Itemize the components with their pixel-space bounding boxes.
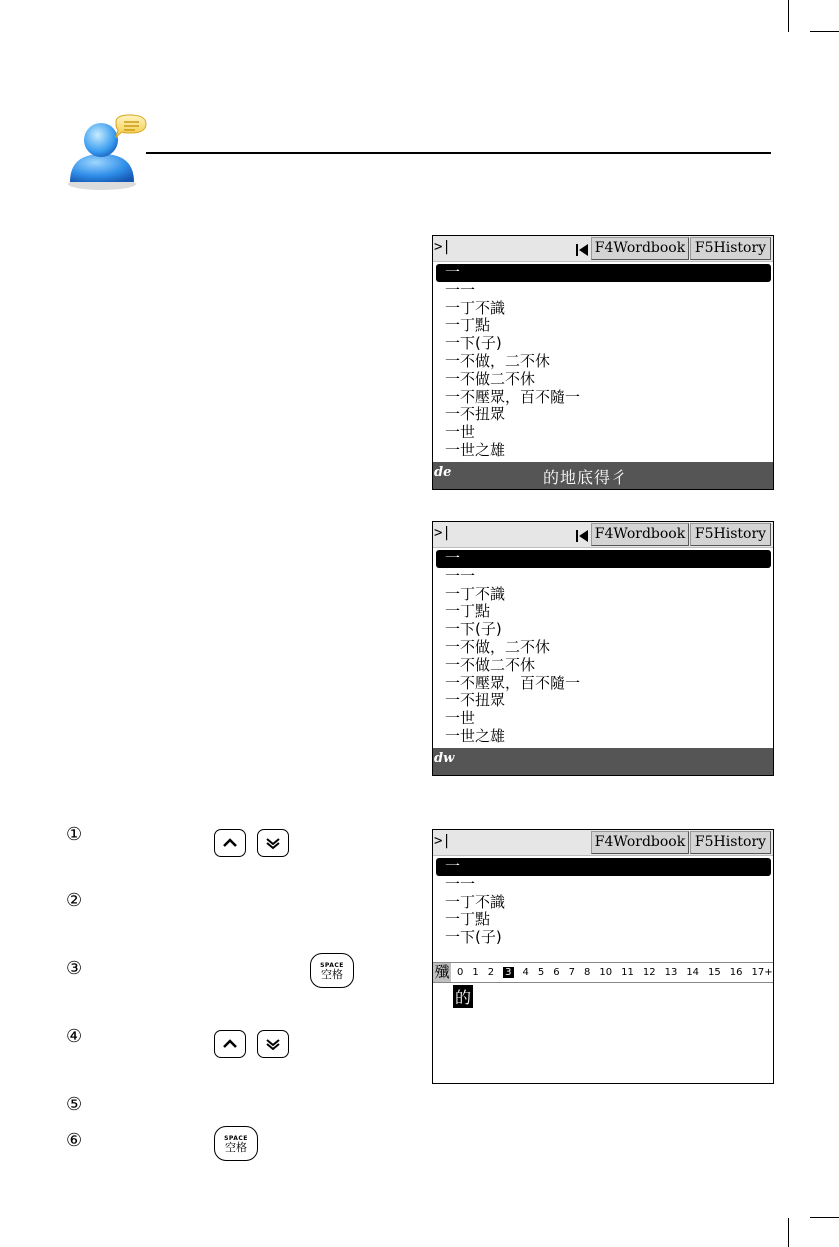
crop-mark [788,1218,789,1247]
input-text: dw [434,751,455,766]
list-item[interactable]: 一丁點 [445,316,491,335]
space-key-label-zh: 空格 [225,1141,247,1154]
list-item[interactable]: 一不扭眾 [445,691,506,710]
list-item[interactable]: 一丁不識 [445,892,506,911]
stroke-option-selected[interactable]: 3 [505,967,512,978]
stroke-option[interactable]: 0 [457,967,464,978]
list-item[interactable]: 一丁點 [445,910,491,929]
list-item-selected[interactable]: 一 [436,858,771,876]
chevron-down-icon [257,1030,289,1058]
tab-history[interactable]: F5History [690,523,771,546]
prompt-indicator: >| [434,525,451,541]
header-rule [146,152,771,154]
stroke-count-bar [433,962,773,983]
list-item[interactable]: 一下(子) [445,620,502,639]
space-key-label: SPACE [224,1135,248,1142]
list-item[interactable]: 一不做，二不休 [445,637,551,656]
device-screen-1 [432,235,774,490]
list-item[interactable]: 一丁不識 [445,584,506,603]
tab-history[interactable]: F5History [690,237,771,260]
stroke-option[interactable]: 14 [686,967,700,978]
stroke-option[interactable]: 16 [729,967,743,978]
stroke-option[interactable]: 11 [621,967,634,978]
input-bar [433,462,773,489]
input-text: de [434,465,452,480]
crop-mark [788,0,789,32]
step-marker: ② [66,890,83,911]
list-item[interactable]: 一不做二不休 [445,369,536,388]
list-item[interactable]: 一一 [445,566,476,585]
stroke-option[interactable]: 2 [487,967,495,978]
chat-user-icon [64,112,148,192]
stroke-option[interactable]: 5 [537,967,545,978]
stroke-option[interactable]: 8 [584,967,591,978]
list-item[interactable]: 一丁點 [445,602,491,621]
list-item-selected[interactable]: 一 [436,550,771,568]
list-item[interactable]: 一不壓眾，百不隨一 [445,387,581,406]
list-item[interactable]: 一世之雄 [445,440,506,459]
space-key-label: SPACE [320,962,344,969]
list-item[interactable]: 一世之雄 [445,726,506,745]
list-item[interactable]: 一丁不識 [445,298,506,317]
stroke-option[interactable]: 6 [553,967,560,978]
crop-mark [810,31,839,32]
device-screen-3 [432,829,774,1084]
entry-list [433,858,773,947]
input-bar [433,748,773,775]
list-item[interactable]: 一不壓眾，百不隨一 [445,673,581,692]
stroke-option[interactable]: 13 [664,967,678,978]
tab-wordbook[interactable]: F4Wordbook [591,237,689,260]
list-item[interactable]: 一不做，二不休 [445,351,551,370]
stroke-option[interactable]: 12 [642,967,656,978]
stroke-list [457,963,774,982]
tab-history[interactable]: F5History [690,831,771,854]
chevron-up-icon [214,1030,246,1058]
list-item[interactable]: 一不扭眾 [445,405,506,424]
list-item[interactable]: 一世 [445,709,476,728]
stroke-option[interactable]: 4 [522,967,529,978]
prompt-indicator: >| [434,833,451,849]
candidate-line[interactable]: 的地底得彳 [543,468,629,487]
chevron-up-icon [214,829,246,857]
tab-wordbook[interactable]: F4Wordbook [591,831,689,854]
step-marker: ① [66,824,83,845]
stroke-option[interactable]: 15 [708,967,721,978]
device-screen-2 [432,521,774,776]
stroke-option[interactable]: 17+ [751,967,773,978]
title-bar [433,830,773,856]
entry-list [433,550,773,746]
space-key-label-zh: 空格 [321,968,343,981]
space-key-icon [214,1126,258,1161]
step-marker: ⑥ [66,1130,83,1151]
entry-list [433,264,773,460]
step-marker: ⑤ [66,1094,83,1115]
list-item[interactable]: 一下(子) [445,928,502,947]
chevron-down-icon [257,829,289,857]
title-bar [433,522,773,548]
stroke-option[interactable]: 7 [568,967,575,978]
space-key-icon [310,953,354,988]
tab-wordbook[interactable]: F4Wordbook [591,523,689,546]
skip-to-start-icon[interactable] [575,528,589,542]
stroke-option[interactable]: 1 [472,967,479,978]
list-item[interactable]: 一下(子) [445,334,502,353]
prompt-indicator: >| [434,239,451,255]
list-item-selected[interactable]: 一 [436,264,771,282]
result-char[interactable]: 的 [453,985,473,1008]
radical-char: 殲 [434,963,450,981]
list-item[interactable]: 一一 [445,874,476,893]
title-bar [433,236,773,262]
list-item[interactable]: 一不做二不休 [445,655,536,674]
list-item[interactable]: 一一 [445,280,476,299]
step-marker: ③ [66,958,83,979]
step-marker: ④ [66,1026,83,1047]
stroke-option[interactable]: 10 [599,967,613,978]
list-item[interactable]: 一世 [445,423,476,442]
crop-mark [810,1217,839,1218]
skip-to-start-icon[interactable] [575,242,589,256]
